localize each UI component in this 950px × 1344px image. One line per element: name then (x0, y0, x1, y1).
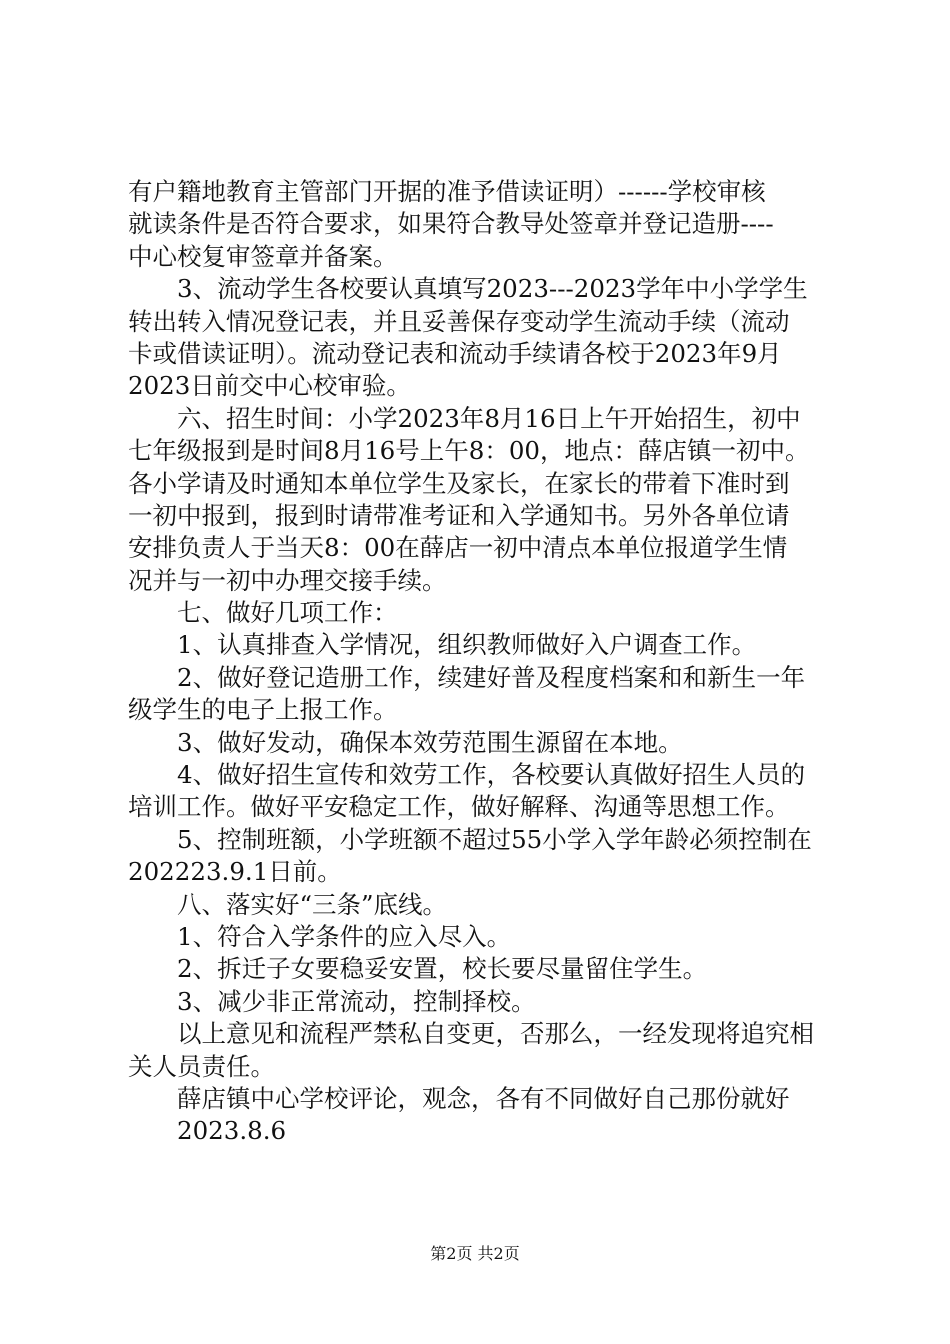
text-line: 一初中报到，报到时请带准考证和入学通知书。另外各单位请 (128, 500, 790, 530)
text-line: 关人员责任。 (128, 1051, 275, 1081)
text-line: 转出转入情况登记表，并且妥善保存变动学生流动手续（流动 (128, 306, 790, 336)
text-line: 1、认真排查入学情况，组织教师做好入户调查工作。 (177, 630, 757, 660)
text-line: 2、拆迁子女要稳妥安置，校长要尽量留住学生。 (177, 954, 708, 984)
text-line: 安排负责人于当天8：00在薛店一初中清点本单位报道学生情 (128, 533, 788, 563)
text-line: 卡或借读证明）。流动登记表和流动手续请各校于2023年9月 (128, 338, 782, 368)
text-line: 六、招生时间：小学2023年8月16日上午开始招生，初中 (177, 403, 801, 433)
text-line: 就读条件是否符合要求，如果符合教导处签章并登记造册---- (128, 209, 774, 239)
text-line: 202223.9.1日前。 (128, 857, 342, 887)
text-line: 4、做好招生宣传和效劳工作，各校要认真做好招生人员的 (177, 760, 806, 790)
text-line: 3、做好发动，确保本效劳范围生源留在本地。 (177, 727, 683, 757)
text-line: 培训工作。做好平安稳定工作，做好解释、沟通等思想工作。 (128, 792, 790, 822)
text-line: 况并与一初中办理交接手续。 (128, 565, 447, 595)
text-line: 3、流动学生各校要认真填写2023---2023学年中小学学生 (177, 274, 808, 304)
text-line: 中心校复审签章并备案。 (128, 241, 398, 271)
text-line: 七年级报到是时间8月16号上午8：00，地点：薛店镇一初中。 (128, 436, 810, 466)
document-body (128, 176, 840, 1148)
text-line: 3、减少非正常流动，控制择校。 (177, 986, 536, 1016)
text-line: 5、控制班额，小学班额不超过55小学入学年龄必须控制在 (177, 824, 812, 854)
text-line: 七、做好几项工作： (177, 598, 398, 628)
page-number-footer: 第2页 共2页 (430, 1244, 520, 1263)
text-line: 1、符合入学条件的应入尽入。 (177, 921, 512, 951)
text-line: 各小学请及时通知本单位学生及家长，在家长的带着下准时到 (128, 468, 790, 498)
date-line: 2023.8.6 (177, 1116, 287, 1146)
text-line: 以上意见和流程严禁私自变更，否那么，一经发现将追究相 (177, 1019, 814, 1049)
text-line: 有户籍地教育主管部门开据的准予借读证明）------学校审核 (128, 177, 766, 206)
text-line: 八、落实好“三条”底线。 (177, 889, 448, 919)
signature-line: 薛店镇中心学校评论，观念，各有不同做好自己那份就好 (177, 1083, 790, 1113)
text-line: 级学生的电子上报工作。 (128, 695, 398, 725)
text-line: 2023日前交中心校审验。 (128, 371, 411, 401)
text-line: 2、做好登记造册工作，续建好普及程度档案和和新生一年 (177, 662, 806, 692)
